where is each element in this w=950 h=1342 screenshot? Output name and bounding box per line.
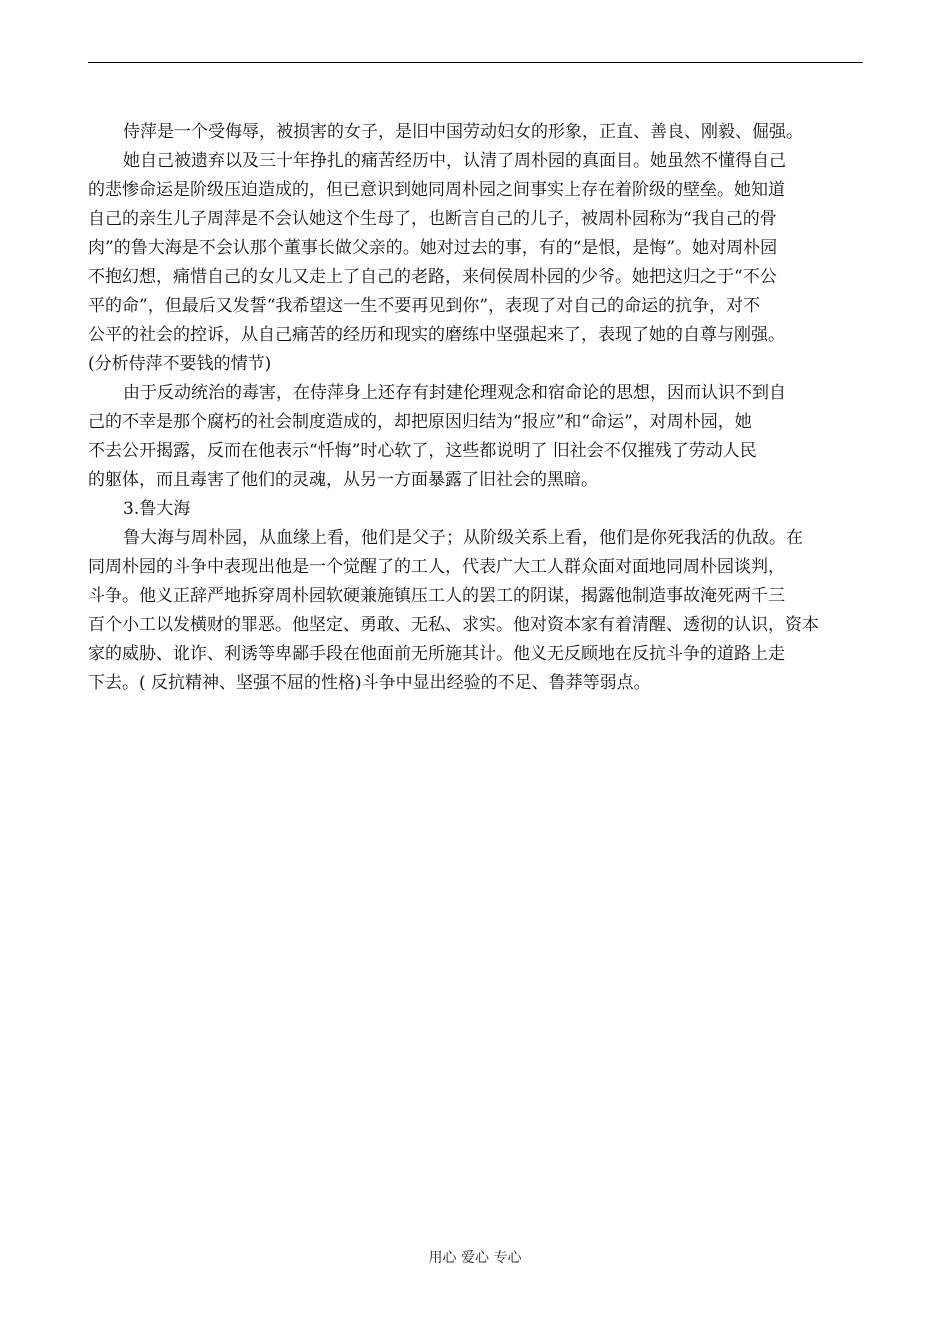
text-line: 斗争。他义正辞严地拆穿周朴园软硬兼施镇压工人的罢工的阴谋，揭露他制造事故淹死两千三 — [88, 586, 785, 606]
text-line: 百个小工以发横财的罪恶。他坚定、勇敢、无私、求实。他对资本家有着清醒、透彻的认识，资本 — [88, 615, 819, 635]
text-line: 的悲惨命运是阶级压迫造成的，但已意识到她同周朴园之间事实上存在着阶级的壁垒。她知道 — [88, 180, 785, 200]
header-rule — [88, 62, 863, 63]
section-heading: 3.鲁大海 — [123, 499, 191, 519]
page-footer: 用心 爱心 专心 — [428, 1250, 522, 1266]
text-line: 她自己被遗弃以及三十年挣扎的痛苦经历中，认清了周朴园的真面目。她虽然不懂得自己 — [123, 151, 786, 171]
text-line: 家的威胁、讹诈、利诱等卑鄙手段在他面前无所施其计。他义无反顾地在反抗斗争的道路上走 — [88, 644, 785, 664]
text-line: 由于反动统治的毒害，在侍萍身上还存有封建伦理观念和宿命论的思想，因而认识不到自 — [123, 383, 786, 403]
text-line: 不去公开揭露，反而在他表示“忏悔”时心软了，这些都说明了 旧社会不仅摧残了劳动人民 — [88, 441, 757, 461]
text-line: (分析侍萍不要钱的情节) — [88, 354, 272, 374]
text-line: 肉”的鲁大海是不会认那个董事长做父亲的。她对过去的事，有的“是恨，是悔”。她对周朴园 — [88, 238, 778, 258]
text-line: 的躯体，而且毒害了他们的灵魂，从另一方面暴露了旧社会的黑暗。 — [88, 470, 598, 490]
text-line: 同周朴园的斗争中表现出他是一个觉醒了的工人，代表广大工人群众面对面地同周朴园谈判， — [88, 557, 785, 577]
text-line: 鲁大海与周朴园，从血缘上看，他们是父子；从阶级关系上看，他们是你死我活的仇敌。在 — [123, 528, 803, 548]
text-line: 不抱幻想，痛惜自己的女儿又走上了自己的老路，来伺侯周朴园的少爷。她把这归之于“不公 — [88, 267, 777, 287]
text-line: 下去。( 反抗精神、坚强不屈的性格)斗争中显出经验的不足、鲁莽等弱点。 — [88, 673, 651, 693]
text-line: 公平的社会的控诉，从自己痛苦的经历和现实的磨练中坚强起来了，表现了她的自尊与刚强。 — [88, 325, 785, 345]
text-line: 侍萍是一个受侮辱，被损害的女子，是旧中国劳动妇女的形象，正直、善良、刚毅、倔强。 — [123, 122, 803, 142]
text-line: 自己的亲生儿子周萍是不会认她这个生母了，也断言自己的儿子，被周朴园称为“我自己的骨 — [88, 209, 777, 229]
document-body — [88, 118, 863, 698]
text-line: 平的命”，但最后又发誓“我希望这一生不要再见到你”，表现了对自己的命运的抗争，对不 — [88, 296, 761, 316]
text-line: 己的不幸是那个腐朽的社会制度造成的，却把原因归结为“报应”和“命运”，对周朴园，她 — [88, 412, 752, 432]
